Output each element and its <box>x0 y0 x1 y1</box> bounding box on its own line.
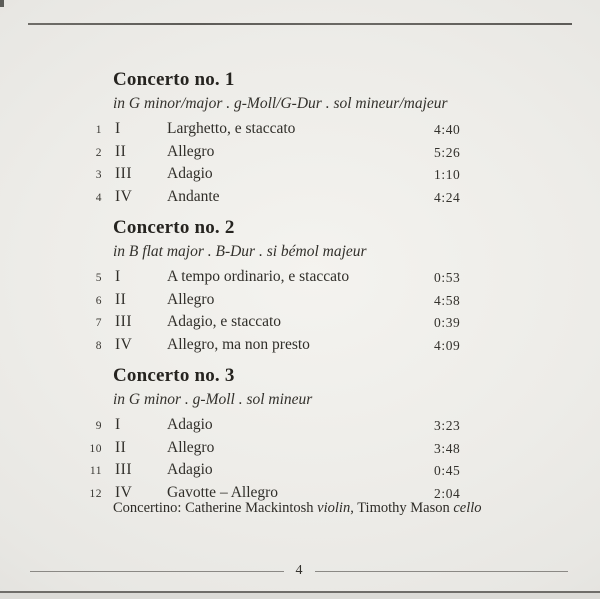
track-duration: 0:39 <box>434 315 461 331</box>
track-duration: 1:10 <box>434 167 461 183</box>
track-row <box>0 459 600 482</box>
movement-title: Allegro <box>167 142 215 160</box>
track-row <box>0 118 600 141</box>
concerto-title: Concerto no. 3 <box>113 365 235 386</box>
track-duration: 4:58 <box>434 292 461 308</box>
track-number: 7 <box>95 317 102 330</box>
credit-text: Concertino: Catherine Mackintosh <box>113 500 318 516</box>
track-row <box>0 141 600 164</box>
track-duration: 2:04 <box>434 485 461 501</box>
track-row <box>0 414 600 437</box>
instrument-label: cello <box>453 500 482 516</box>
track-rows <box>0 414 600 504</box>
booklet-fold-edge <box>0 591 600 599</box>
movement-numeral: I <box>115 268 121 285</box>
track-duration: 0:53 <box>434 270 461 285</box>
scan-corner-artifact <box>0 0 4 7</box>
track-duration: 4:40 <box>434 122 461 137</box>
track-row <box>0 163 600 186</box>
concerto-key-subtitle: in G minor . g-Moll . sol mineur <box>113 391 313 408</box>
movement-numeral: I <box>115 416 121 433</box>
concerto-section <box>0 216 600 364</box>
movement-title: Gavotte – Allegro <box>167 483 279 501</box>
credit-text: , Timothy Mason <box>350 500 454 516</box>
footer-rule-left <box>30 571 284 572</box>
concerto-key-subtitle: in G minor/major . g-Moll/G-Dur . sol mineur/majeur <box>113 95 448 112</box>
movement-numeral: III <box>115 313 132 331</box>
movement-title: Allegro <box>167 290 215 308</box>
track-row <box>0 437 600 460</box>
concerto-section <box>0 68 600 216</box>
track-number: 8 <box>95 339 102 352</box>
track-number: 1 <box>95 124 102 136</box>
movement-title: Adagio, e staccato <box>167 313 282 331</box>
movement-numeral: IV <box>115 483 133 501</box>
track-number: 12 <box>89 487 102 500</box>
movement-title: Allegro <box>167 438 215 456</box>
track-duration: 4:24 <box>434 189 461 205</box>
track-number: 11 <box>89 465 102 478</box>
track-number: 5 <box>95 272 102 284</box>
track-duration: 4:09 <box>434 337 461 353</box>
movement-numeral: IV <box>115 335 133 353</box>
movement-title: A tempo ordinario, e staccato <box>167 268 350 285</box>
track-number: 10 <box>89 442 102 455</box>
top-rule <box>28 23 572 25</box>
footer-rule-right <box>315 571 569 572</box>
movement-title: Adagio <box>167 461 213 479</box>
track-row <box>0 266 600 289</box>
track-duration: 5:26 <box>434 144 461 160</box>
movement-numeral: III <box>115 165 132 183</box>
movement-title: Allegro, ma non presto <box>167 335 310 353</box>
track-row <box>0 186 600 209</box>
movement-title: Adagio <box>167 165 213 183</box>
movement-numeral: I <box>115 120 121 137</box>
track-number: 3 <box>95 169 102 182</box>
track-row <box>0 334 600 357</box>
instrument-label: violin <box>317 500 351 516</box>
track-number: 2 <box>95 146 102 159</box>
track-duration: 3:48 <box>434 440 461 456</box>
movement-title: Andante <box>167 187 220 205</box>
movement-numeral: IV <box>115 187 133 205</box>
track-row <box>0 311 600 334</box>
track-rows <box>0 266 600 356</box>
track-duration: 3:23 <box>434 418 461 433</box>
page-number: 4 <box>295 563 303 578</box>
track-number: 9 <box>95 420 102 432</box>
concerto-title: Concerto no. 2 <box>113 217 235 238</box>
track-rows <box>0 118 600 208</box>
concertino-credit <box>113 498 482 518</box>
movement-numeral: II <box>115 142 127 160</box>
movement-numeral: II <box>115 290 127 308</box>
concerto-section <box>0 364 600 512</box>
track-row <box>0 289 600 312</box>
track-number: 4 <box>95 191 102 204</box>
movement-title: Larghetto, e staccato <box>167 120 296 137</box>
concerto-key-subtitle: in B flat major . B-Dur . si bémol majeur <box>113 243 367 260</box>
track-duration: 0:45 <box>434 463 461 479</box>
movement-numeral: II <box>115 438 127 456</box>
track-number: 6 <box>95 294 102 307</box>
movement-numeral: III <box>115 461 132 479</box>
track-listing <box>0 68 600 512</box>
page-footer <box>30 562 568 580</box>
movement-title: Adagio <box>167 416 213 433</box>
concerto-title: Concerto no. 1 <box>113 69 235 90</box>
